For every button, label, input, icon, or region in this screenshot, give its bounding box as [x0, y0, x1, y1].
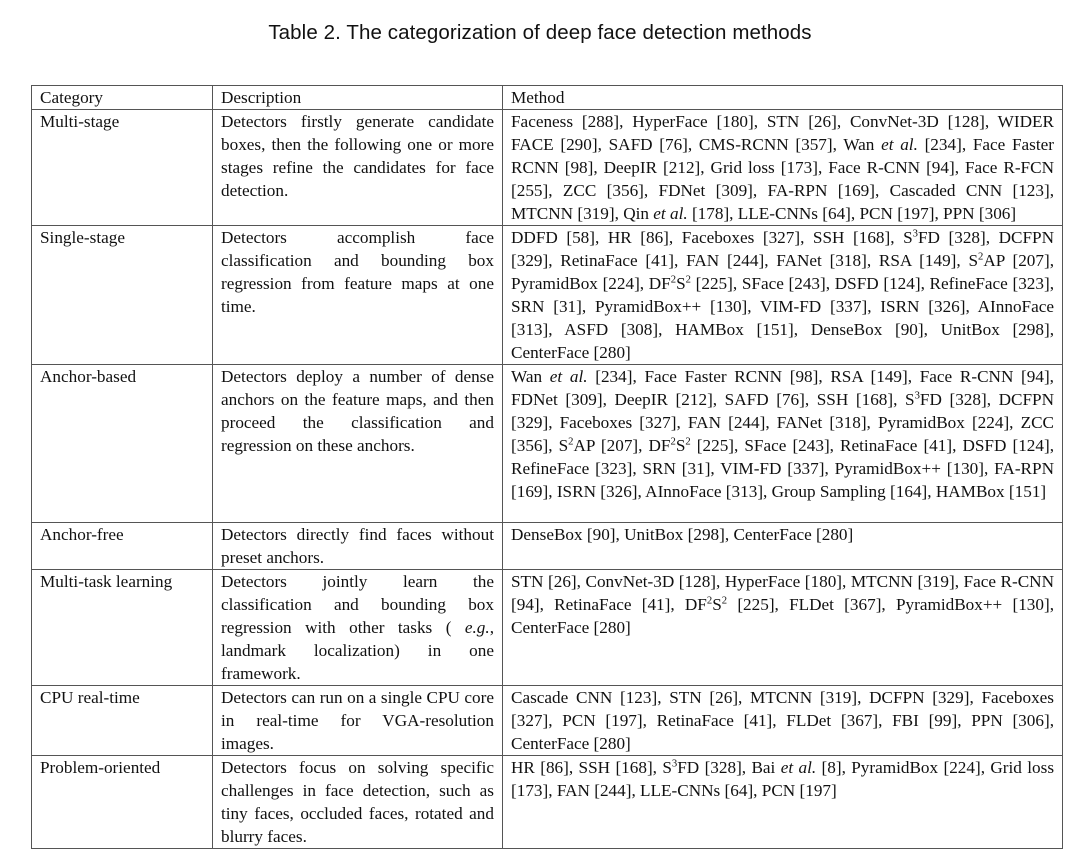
table-row [32, 226, 1063, 365]
method-cell: DDFD [58], HR [86], Faceboxes [327], SSH [168], $S^3FD$ [328], DCFPN [329], RetinaFace [41], FAN [244], FANet [318], RSA [149], $S^2AP$ [207], PyramidBox [224], $DF^2S^2$ [225], SFace [243], DSFD [124], RefineFace [323], SRN [31], PyramidBox++ [130], VIM-FD [337], ISRN [326], AInnoFace [313], ASFD [308], HAMBox [151], DenseBox [90], UnitBox [298], CenterFace [280] [503, 226, 1063, 365]
description-cell: Detectors firstly generate candidate boxes, then the following one or more stages refine the candidates for face detection. [213, 110, 503, 226]
description-cell: Detectors accomplish face classification and bounding box regression from feature maps at one time. [213, 226, 503, 365]
category-cell: CPU real-time [32, 686, 213, 756]
table-header-row [32, 86, 1063, 110]
method-cell: Cascade CNN [123], STN [26], MTCNN [319], DCFPN [329], Faceboxes [327], PCN [197], RetinaFace [41], FLDet [367], FBI [99], PPN [306], CenterFace [280] [503, 686, 1063, 756]
description-cell: Detectors jointly learn the classification and bounding box regression with other tasks ( e.g., landmark localization) in one framework. [213, 570, 503, 686]
category-cell: Anchor-based [32, 365, 213, 523]
category-cell: Single-stage [32, 226, 213, 365]
table-row [32, 570, 1063, 686]
table-row [32, 686, 1063, 756]
method-cell: HR [86], SSH [168], $S^3FD$ [328], Bai et al. [8], PyramidBox [224], Grid loss [173], FAN [244], LLE-CNNs [64], PCN [197] [503, 756, 1063, 849]
method-cell: STN [26], ConvNet-3D [128], HyperFace [180], MTCNN [319], Face R-CNN [94], RetinaFace [41], $DF^2S^2$ [225], FLDet [367], PyramidBox++ [130], CenterFace [280] [503, 570, 1063, 686]
category-cell: Anchor-free [32, 523, 213, 570]
table-caption: Table 2. The categorization of deep face detection methods [268, 21, 812, 44]
table-row [32, 110, 1063, 226]
header-category: Category [32, 86, 213, 110]
method-cell: DenseBox [90], UnitBox [298], CenterFace [280] [503, 523, 1063, 570]
table-row [32, 365, 1063, 523]
method-cell: Faceness [288], HyperFace [180], STN [26], ConvNet-3D [128], WIDER FACE [290], SAFD [76], CMS-RCNN [357], Wan et al. [234], Face Faster RCNN [98], DeepIR [212], Grid loss [173], Face R-CNN [94], Face R-FCN [255], ZCC [356], FDNet [309], FA-RPN [169], Cascaded CNN [123], MTCNN [319], Qin et al. [178], LLE-CNNs [64], PCN [197], PPN [306] [503, 110, 1063, 226]
description-cell: Detectors can run on a single CPU core in real-time for VGA-resolution images. [213, 686, 503, 756]
category-cell: Problem-oriented [32, 756, 213, 849]
category-cell: Multi-task learning [32, 570, 213, 686]
description-cell: Detectors deploy a number of dense anchors on the feature maps, and then proceed the classification and regression on these anchors. [213, 365, 503, 523]
categorization-table [31, 85, 1063, 849]
table-row [32, 756, 1063, 849]
header-description: Description [213, 86, 503, 110]
table-row [32, 523, 1063, 570]
method-cell: Wan et al. [234], Face Faster RCNN [98], RSA [149], Face R-CNN [94], FDNet [309], DeepIR [212], SAFD [76], SSH [168], $S^3FD$ [328], DCFPN [329], Faceboxes [327], FAN [244], FANet [318], PyramidBox [224], ZCC [356], $S^2AP$ [207], $DF^2S^2$ [225], SFace [243], RetinaFace [41], DSFD [124], RefineFace [323], SRN [31], VIM-FD [337], PyramidBox++ [130], FA-RPN [169], ISRN [326], AInnoFace [313], Group Sampling [164], HAMBox [151] [503, 365, 1063, 523]
header-method: Method [503, 86, 1063, 110]
description-cell: Detectors directly find faces without preset anchors. [213, 523, 503, 570]
description-cell: Detectors focus on solving specific challenges in face detection, such as tiny faces, occluded faces, rotated and blurry faces. [213, 756, 503, 849]
category-cell: Multi-stage [32, 110, 213, 226]
